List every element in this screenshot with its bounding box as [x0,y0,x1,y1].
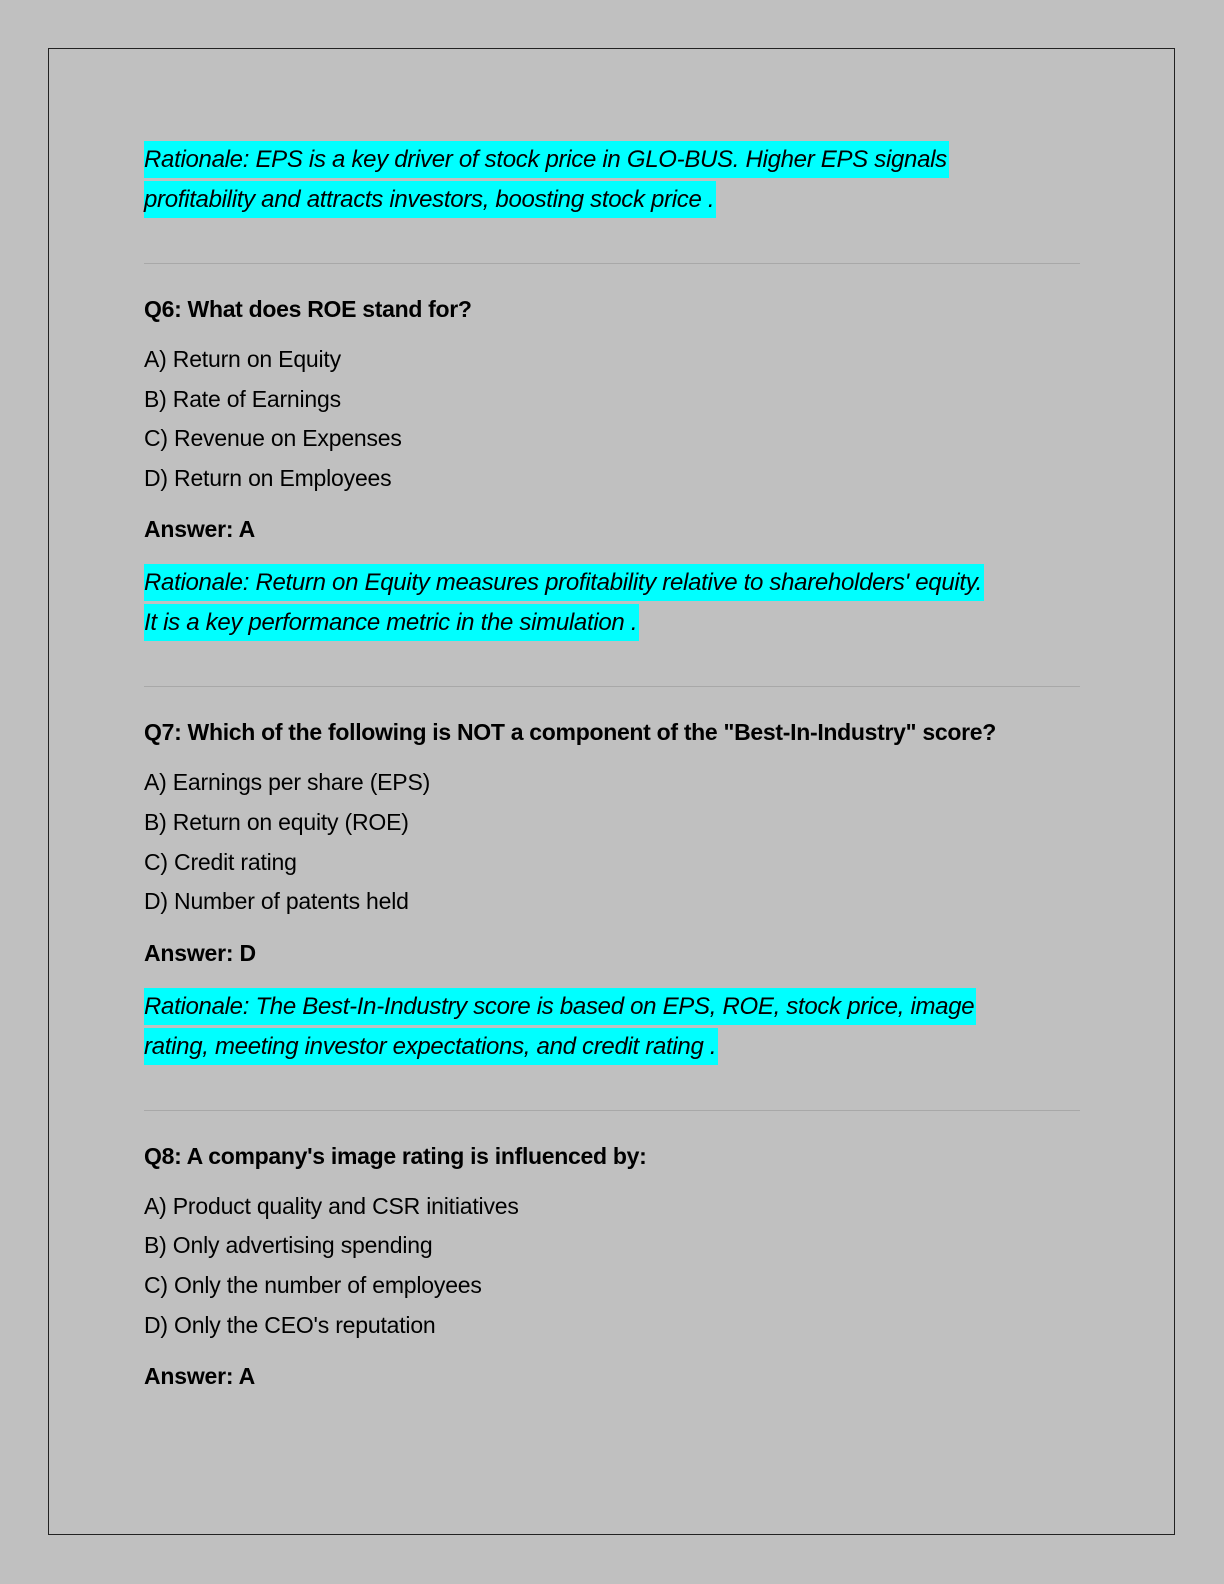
option-b: B) Only advertising spending [144,1232,433,1259]
option-b: B) Rate of Earnings [144,385,341,412]
option-c: C) Only the number of employees [144,1271,482,1298]
rationale-q6 [144,563,1080,643]
options-q8 [144,1187,1080,1345]
option-c: C) Credit rating [144,848,297,875]
rationale-line: profitability and attracts investors, boosting stock price . [144,181,716,218]
options-q6 [144,340,1080,498]
rationale-line: Rationale: Return on Equity measures profitability relative to shareholders' equity. [144,564,984,601]
question-q8: Q8: A company's image rating is influenced by: [144,1142,647,1169]
option-d: D) Return on Employees [144,464,392,491]
option-a: A) Return on Equity [144,346,341,372]
option-a: A) Earnings per share (EPS) [144,769,431,796]
answer-q8: Answer: A [144,1363,256,1390]
rationale-line: Rationale: EPS is a key driver of stock price in GLO-BUS. Higher EPS signals [144,141,949,178]
option-d: D) Number of patents held [144,888,409,915]
rationale-line: Rationale: The Best-In-Industry score is based on EPS, ROE, stock price, image [144,988,976,1025]
options-q7 [144,763,1080,921]
question-q6: Q6: What does ROE stand for? [144,296,472,322]
rationale-line: It is a key performance metric in the simulation . [144,604,639,641]
rationale-q7 [144,987,1080,1067]
section-divider [144,1110,1080,1111]
question-q7: Q7: Which of the following is NOT a component of the "Best-In-Industry" score? [144,719,996,746]
option-a: A) Product quality and CSR initiatives [144,1192,519,1219]
option-c: C) Revenue on Expenses [144,425,402,452]
rationale-line: rating, meeting investor expectations, and credit rating . [144,1028,718,1065]
section-divider [144,686,1080,687]
answer-q7: Answer: D [144,939,256,966]
option-d: D) Only the CEO's reputation [144,1311,436,1338]
section-divider [144,263,1080,264]
answer-q6: Answer: A [144,516,256,543]
rationale-q5 [144,140,1080,220]
document-content [144,140,1080,1391]
option-b: B) Return on equity (ROE) [144,808,409,835]
